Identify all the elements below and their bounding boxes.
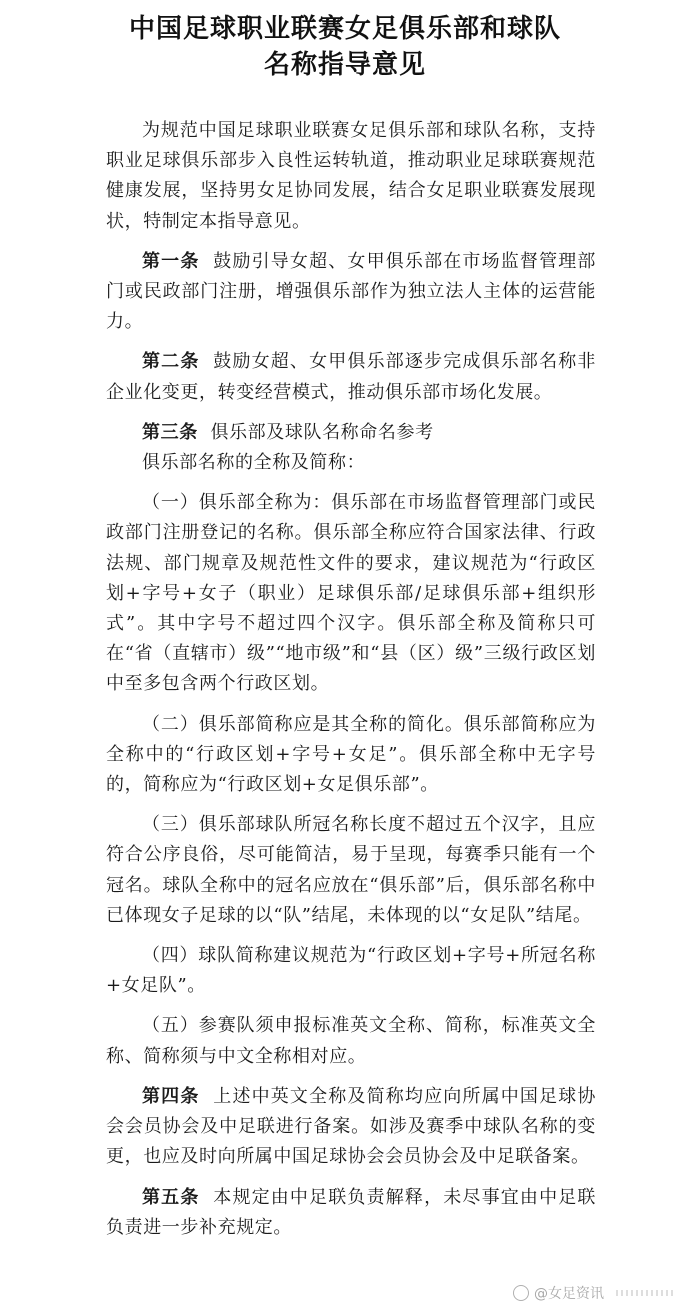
article-3 bbox=[106, 418, 596, 448]
article-1-text: 鼓励引导女超、女甲俱乐部在市场监督管理部门或民政部门注册，增强俱乐部作为独立法人主体的运营能力。 bbox=[106, 250, 596, 333]
article-5-text: 本规定由中足联负责解释，未尽事宜由中足联负责进一步补充规定。 bbox=[106, 1186, 596, 1238]
watermark-text: @女足资讯 bbox=[534, 1286, 604, 1302]
article-3-label: 第三条 bbox=[142, 421, 198, 443]
article-2-label: 第二条 bbox=[142, 351, 200, 373]
article-3-item-4: （四）球队简称建议规范为“行政区划+字号+所冠名称+女足队”。 bbox=[106, 945, 596, 997]
weibo-watermark bbox=[513, 1283, 604, 1303]
article-5 bbox=[106, 1183, 596, 1243]
article-3-subheading: 俱乐部名称的全称及简称： bbox=[142, 452, 366, 474]
article-3-item-1: （一）俱乐部全称为：俱乐部在市场监督管理部门或民政部门注册登记的名称。俱乐部全称应符合国家法律、行政法规、部门规章及规范性文件的要求，建议规范为“行政区划+字号+女子（职业）足球俱乐部/足球俱乐部+组织形式”。其中字号不超过四个汉字。俱乐部全称及简称只可在“省（直辖市）级”“地市级”和“县（区）级”三级行政区划中至多包含两个行政区划。 bbox=[106, 492, 596, 695]
article-4 bbox=[106, 1082, 596, 1173]
article-1-label: 第一条 bbox=[142, 250, 200, 272]
article-2 bbox=[106, 347, 596, 407]
document-body bbox=[106, 116, 596, 1253]
intro-paragraph: 为规范中国足球职业联赛女足俱乐部和球队名称，支持职业足球俱乐部步入良性运转轨道，推动职业足球联赛规范健康发展，坚持男女足协同发展，结合女足职业联赛发展现状，特制定本指导意见。 bbox=[106, 120, 596, 232]
article-3-item-2: （二）俱乐部简称应是其全称的简化。俱乐部简称应为全称中的“行政区划+字号+女足”。俱乐部全称中无字号的，简称应为“行政区划+女足俱乐部”。 bbox=[106, 713, 596, 796]
article-3-text: 俱乐部及球队名称命名参考 bbox=[210, 421, 434, 443]
article-2-text: 鼓励女超、女甲俱乐部逐步完成俱乐部名称非企业化变更，转变经营模式，推动俱乐部市场化发展。 bbox=[106, 351, 596, 403]
article-5-label: 第五条 bbox=[142, 1186, 200, 1208]
scan-edge-artifact bbox=[616, 1290, 676, 1296]
article-3-item-5: （五）参赛队须申报标准英文全称、简称，标准英文全称、简称须与中文全称相对应。 bbox=[106, 1015, 596, 1067]
document-title-line1: 中国足球职业联赛女足俱乐部和球队 bbox=[128, 14, 561, 44]
article-4-text: 上述中英文全称及简称均应向所属中国足球协会会员协会及中足联进行备案。如涉及赛季中球队名称的变更，也应及时向所属中国足球协会会员协会及中足联备案。 bbox=[106, 1085, 596, 1168]
article-4-label: 第四条 bbox=[142, 1085, 200, 1107]
watermark-logo-icon bbox=[513, 1285, 529, 1301]
article-1 bbox=[106, 247, 596, 338]
article-3-item-3: （三）俱乐部球队所冠名称长度不超过五个汉字，且应符合公序良俗，尽可能简洁，易于呈现，每赛季只能有一个冠名。球队全称中的冠名应放在“俱乐部”后，俱乐部名称中已体现女子足球的以“队”结尾，未体现的以“女足队”结尾。 bbox=[106, 814, 596, 926]
document-title-line2: 名称指导意见 bbox=[263, 50, 426, 80]
